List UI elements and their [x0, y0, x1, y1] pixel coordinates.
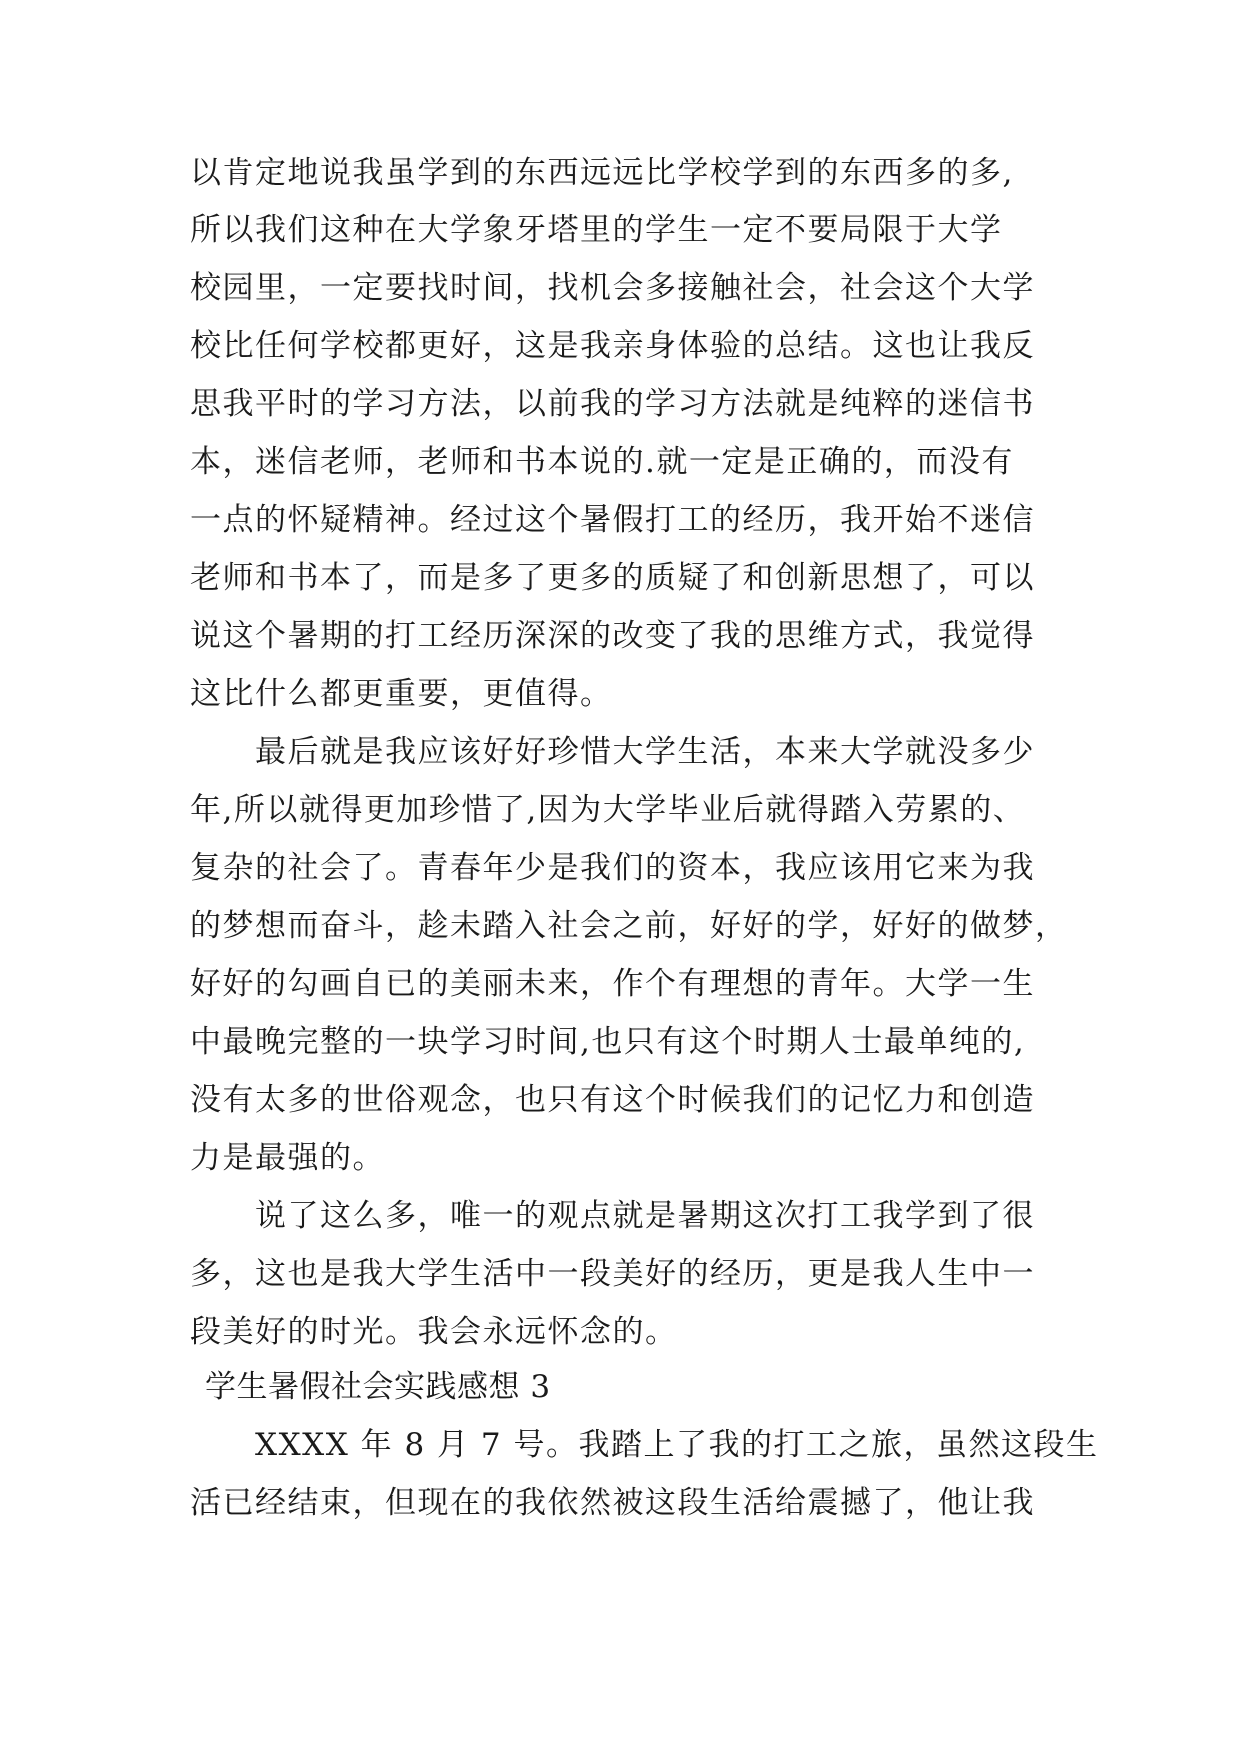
text-line: 校园里，一定要找时间，找机会多接触社会，社会这个大学 — [190, 270, 1035, 306]
text-line: 多，这也是我大学生活中一段美好的经历，更是我人生中一 — [190, 1256, 1035, 1292]
text-line: 以肯定地说我虽学到的东西远远比学校学到的东西多的多, — [190, 155, 1014, 191]
text-line: 说这个暑期的打工经历深深的改变了我的思维方式，我觉得 — [190, 618, 1035, 654]
text-line: 老师和书本了，而是多了更多的质疑了和创新思想了，可以 — [190, 560, 1035, 596]
text-line: 校比任何学校都更好，这是我亲身体验的总结。这也让我反 — [190, 328, 1035, 364]
text-line: 好好的勾画自已的美丽未来，作个有理想的青年。大学一生 — [190, 966, 1035, 1002]
text-line: 本，迷信老师，老师和书本说的.就一定是正确的，而没有 — [190, 444, 1014, 480]
text-line: 中最晚完整的一块学习时间,也只有这个时期人士最单纯的, — [190, 1024, 1026, 1060]
paragraph-first-line: XXXX 年 8 月 7 号。我踏上了我的打工之旅，虽然这段生 — [255, 1427, 1099, 1463]
section-heading: 学生暑假社会实践感想 3 — [205, 1369, 551, 1405]
text-line: 活已经结束，但现在的我依然被这段生活给震撼了，他让我 — [190, 1485, 1035, 1521]
text-line: 段美好的时光。我会永远怀念的。 — [190, 1314, 678, 1350]
text-line: 没有太多的世俗观念，也只有这个时候我们的记忆力和创造 — [190, 1082, 1035, 1118]
text-line: 年,所以就得更加珍惜了,因为大学毕业后就得踏入劳累的、 — [190, 792, 1026, 828]
text-line: 的梦想而奋斗，趁未踏入社会之前，好好的学，好好的做梦， — [190, 908, 1068, 944]
paragraph-first-line: 最后就是我应该好好珍惜大学生活，本来大学就没多少 — [255, 734, 1035, 770]
text-line: 力是最强的。 — [190, 1140, 385, 1176]
text-line: 一点的怀疑精神。经过这个暑假打工的经历，我开始不迷信 — [190, 502, 1035, 538]
text-line: 思我平时的学习方法，以前我的学习方法就是纯粹的迷信书 — [190, 386, 1035, 422]
text-line: 所以我们这种在大学象牙塔里的学生一定不要局限于大学 — [190, 212, 1003, 248]
text-line: 这比什么都更重要，更值得。 — [190, 676, 613, 712]
text-line: 复杂的社会了。青春年少是我们的资本，我应该用它来为我 — [190, 850, 1035, 886]
paragraph-first-line: 说了这么多，唯一的观点就是暑期这次打工我学到了很 — [255, 1198, 1035, 1234]
